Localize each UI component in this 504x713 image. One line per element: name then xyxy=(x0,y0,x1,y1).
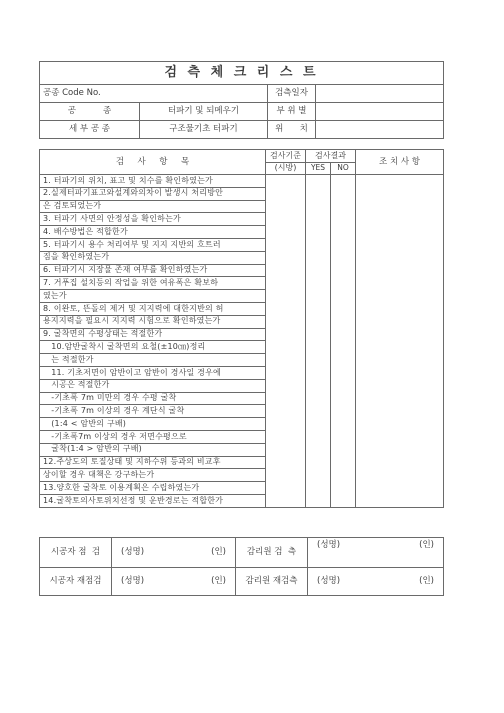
checklist-item: -기초폭 7m 이상의 경우 계단식 굴착 xyxy=(40,405,266,418)
name-placeholder: (성명) xyxy=(317,576,341,587)
checklist-item: 짐을 확인하였는가 xyxy=(40,251,266,264)
detail-label: 세 부 공 종 xyxy=(40,121,140,139)
checklist-item: 1. 터파기의 위치, 표고 및 치수를 확인하였는가 xyxy=(40,175,266,188)
checklist-rows xyxy=(40,175,444,508)
col-items: 검 사 항 목 xyxy=(40,150,266,175)
seal-placeholder: (인) xyxy=(419,576,434,587)
checklist-item: 9. 굴착면의 수평상태는 적절한가 xyxy=(40,328,266,341)
position-value xyxy=(316,121,444,139)
location-value xyxy=(316,103,444,121)
detail-value: 구조물기초 터파기 xyxy=(140,121,268,139)
checklist-item: 13.양호한 굴착토 이용계획은 수립하였는가 xyxy=(40,482,266,495)
checklist-item: 는 적절한가 xyxy=(40,354,266,367)
name-placeholder: (성명) xyxy=(317,540,341,550)
date-label: 검측일자 xyxy=(268,85,316,103)
inspector-recheck-label: 시공자 재점검 xyxy=(40,568,112,596)
checklist-item: 였는가 xyxy=(40,290,266,303)
work-label: 공 종 xyxy=(40,103,140,121)
inspector-recheck-sign[interactable] xyxy=(112,568,236,596)
work-value: 터파기 및 되메우기 xyxy=(140,103,268,121)
supervisor-check-label: 감리원 검 측 xyxy=(236,538,308,568)
col-standard-sub: (시방) xyxy=(266,163,306,175)
page-title: 검 측 체 크 리 스 트 xyxy=(40,62,444,85)
supervisor-check-sign[interactable] xyxy=(308,538,444,568)
checklist-item: 12.주상도의 토질상태 및 지하수위 등과의 비교후 xyxy=(40,456,266,469)
checklist-item: 은 검토되었는가 xyxy=(40,200,266,213)
no-cell[interactable] xyxy=(331,175,356,508)
table-row xyxy=(40,175,444,188)
checklist-item: -기초폭7m 이상의 경우 저면수평으로 xyxy=(40,430,266,443)
checklist-item: 6. 터파기시 지장물 존재 여부를 확인하였는가 xyxy=(40,264,266,277)
checklist-item: 10.암반굴착시 굴착면의 요철(±10㎝)정리 xyxy=(40,341,266,354)
checklist-item: 7. 거푸집 설치등의 작업을 위한 여유폭은 확보하 xyxy=(40,277,266,290)
checklist-item: 시공은 적절한가 xyxy=(40,379,266,392)
checklist-item: 용지지력을 필요시 지지력 시험으로 확인하였는가 xyxy=(40,315,266,328)
checklist-item: 14.굴착토의사토위치선정 및 운반경로는 적합한가 xyxy=(40,494,266,507)
code-label: 공종 Code No. xyxy=(40,85,268,103)
checklist-item: 3. 터파기 사면의 안정성을 확인하는가 xyxy=(40,213,266,226)
checklist-item: (1:4 < 암반의 구배) xyxy=(40,418,266,431)
supervisor-recheck-label: 감리원 재검측 xyxy=(236,568,308,596)
signature-table xyxy=(39,537,444,596)
date-value xyxy=(316,85,444,103)
seal-placeholder: (인) xyxy=(211,576,226,587)
name-placeholder: (성명) xyxy=(121,576,145,587)
header-table xyxy=(39,61,444,139)
action-cell[interactable] xyxy=(356,175,444,508)
checklist-item: 상이할 경우 대책은 강구하는가 xyxy=(40,469,266,482)
position-label: 위 치 xyxy=(268,121,316,139)
seal-placeholder: (인) xyxy=(211,547,226,558)
checklist-item: 4. 배수방법은 적합한가 xyxy=(40,226,266,239)
checklist-item: 2.실제터파기표고와설계와의차이 발생시 처리방안 xyxy=(40,187,266,200)
col-yes: YES xyxy=(306,163,331,175)
supervisor-recheck-sign[interactable] xyxy=(308,568,444,596)
inspector-check-label: 시공자 점 검 xyxy=(40,538,112,568)
seal-placeholder: (인) xyxy=(419,540,434,550)
location-label: 부 위 별 xyxy=(268,103,316,121)
checklist-item: -기초폭 7m 미만의 경우 수평 굴착 xyxy=(40,392,266,405)
checklist-item: 8. 이완토, 뜬돌의 제거 및 지지력에 대한지반의 허 xyxy=(40,302,266,315)
col-result: 검사결과 xyxy=(306,150,356,163)
checklist-item: 11. 기초저면이 암반이고 암반이 경사일 경우에 xyxy=(40,366,266,379)
checklist-table xyxy=(39,149,444,508)
name-placeholder: (성명) xyxy=(121,547,145,558)
inspector-check-sign[interactable] xyxy=(112,538,236,568)
checklist-item: 5. 터파기시 용수 처리여부 및 지지 지반의 흐트러 xyxy=(40,238,266,251)
standard-cell[interactable] xyxy=(266,175,306,508)
yes-cell[interactable] xyxy=(306,175,331,508)
col-action: 조 치 사 항 xyxy=(356,150,444,175)
col-no: NO xyxy=(331,163,356,175)
checklist-item: 굴착(1:4 > 암반의 구배) xyxy=(40,443,266,456)
col-standard: 검사기준 xyxy=(266,150,306,163)
